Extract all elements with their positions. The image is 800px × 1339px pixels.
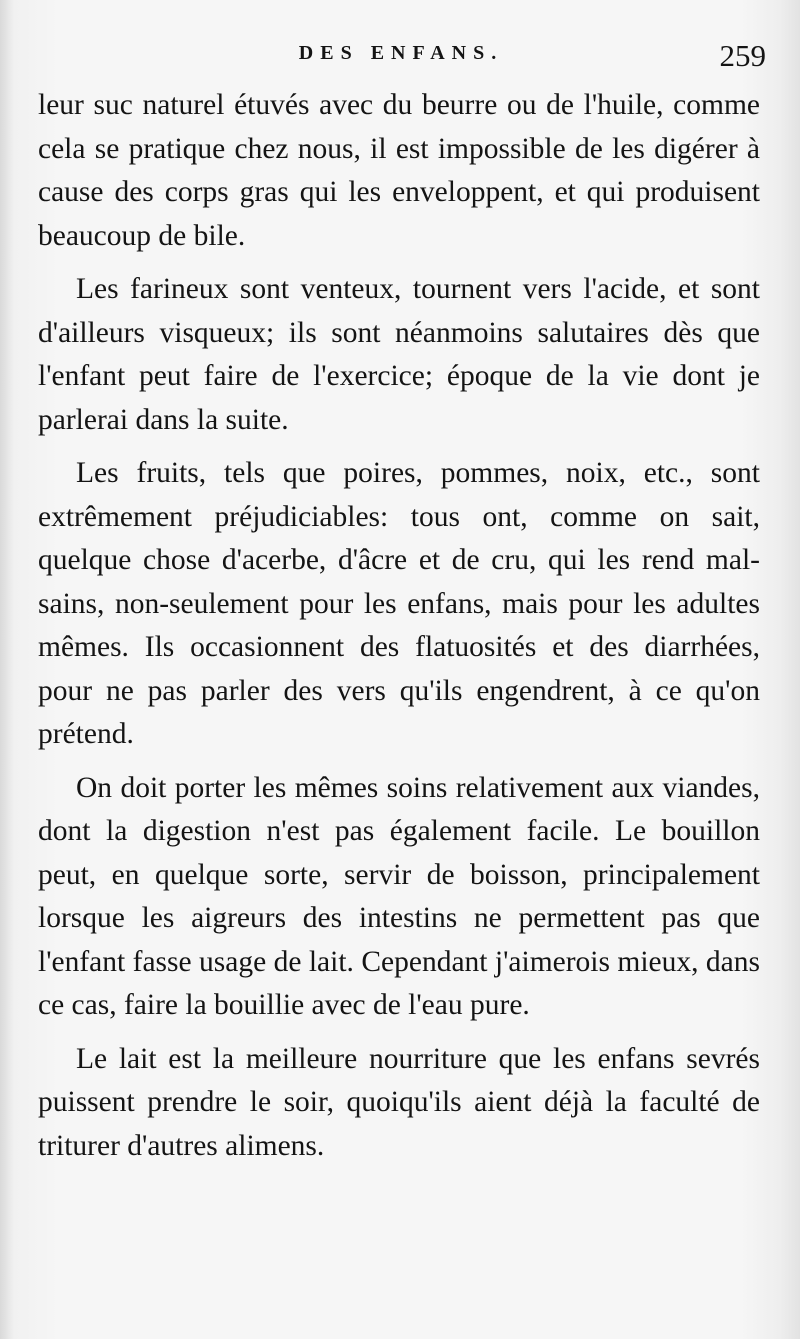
paragraph: Les farineux sont venteux, tournent vers l'acide, et sont d'ailleurs visqueux; ils sont néanmoins salutaires dès que l'enfant peut faire de l'exercice; époque de la vie dont je parlerai dans la suite. — [38, 273, 760, 436]
body-text — [38, 84, 760, 1178]
page-number: 259 — [719, 38, 766, 73]
page-header — [36, 38, 766, 78]
paragraph: On doit porter les mêmes soins relativement aux viandes, dont la digestion n'est pas également facile. Le bouillon peut, en quelque sorte, servir de boisson, principalement lorsque les aigreurs des intestins ne permettent pas que l'enfant fasse usage de lait. Cependant j'aimerois mieux, dans ce cas, faire la bouillie avec de l'eau pure. — [38, 771, 760, 1021]
running-head: DES ENFANS. — [298, 42, 504, 64]
paragraph: Le lait est la meilleure nourriture que les enfans sevrés puissent prendre le soir, quoiqu'ils aient déjà la faculté de triturer d'autres alimens. — [38, 1042, 760, 1162]
paragraph: leur suc naturel étuvés avec du beurre ou de l'huile, comme cela se pratique chez nous, il est impossible de les digérer à cause des corps gras qui les enveloppent, et qui produisent beaucoup de bile. — [38, 89, 760, 252]
paragraph: Les fruits, tels que poires, pommes, noix, etc., sont extrêmement préjudiciables: tous ont, comme on sait, quelque chose d'acerbe, d'âcre et de cru, qui les rend mal-sains, non-seulement pour les enfans, mais pour les adultes mêmes. Ils occasionnent des flatuosités et des diarrhées, pour ne pas parler des vers qu'ils engendrent, à ce qu'on prétend. — [38, 457, 760, 750]
